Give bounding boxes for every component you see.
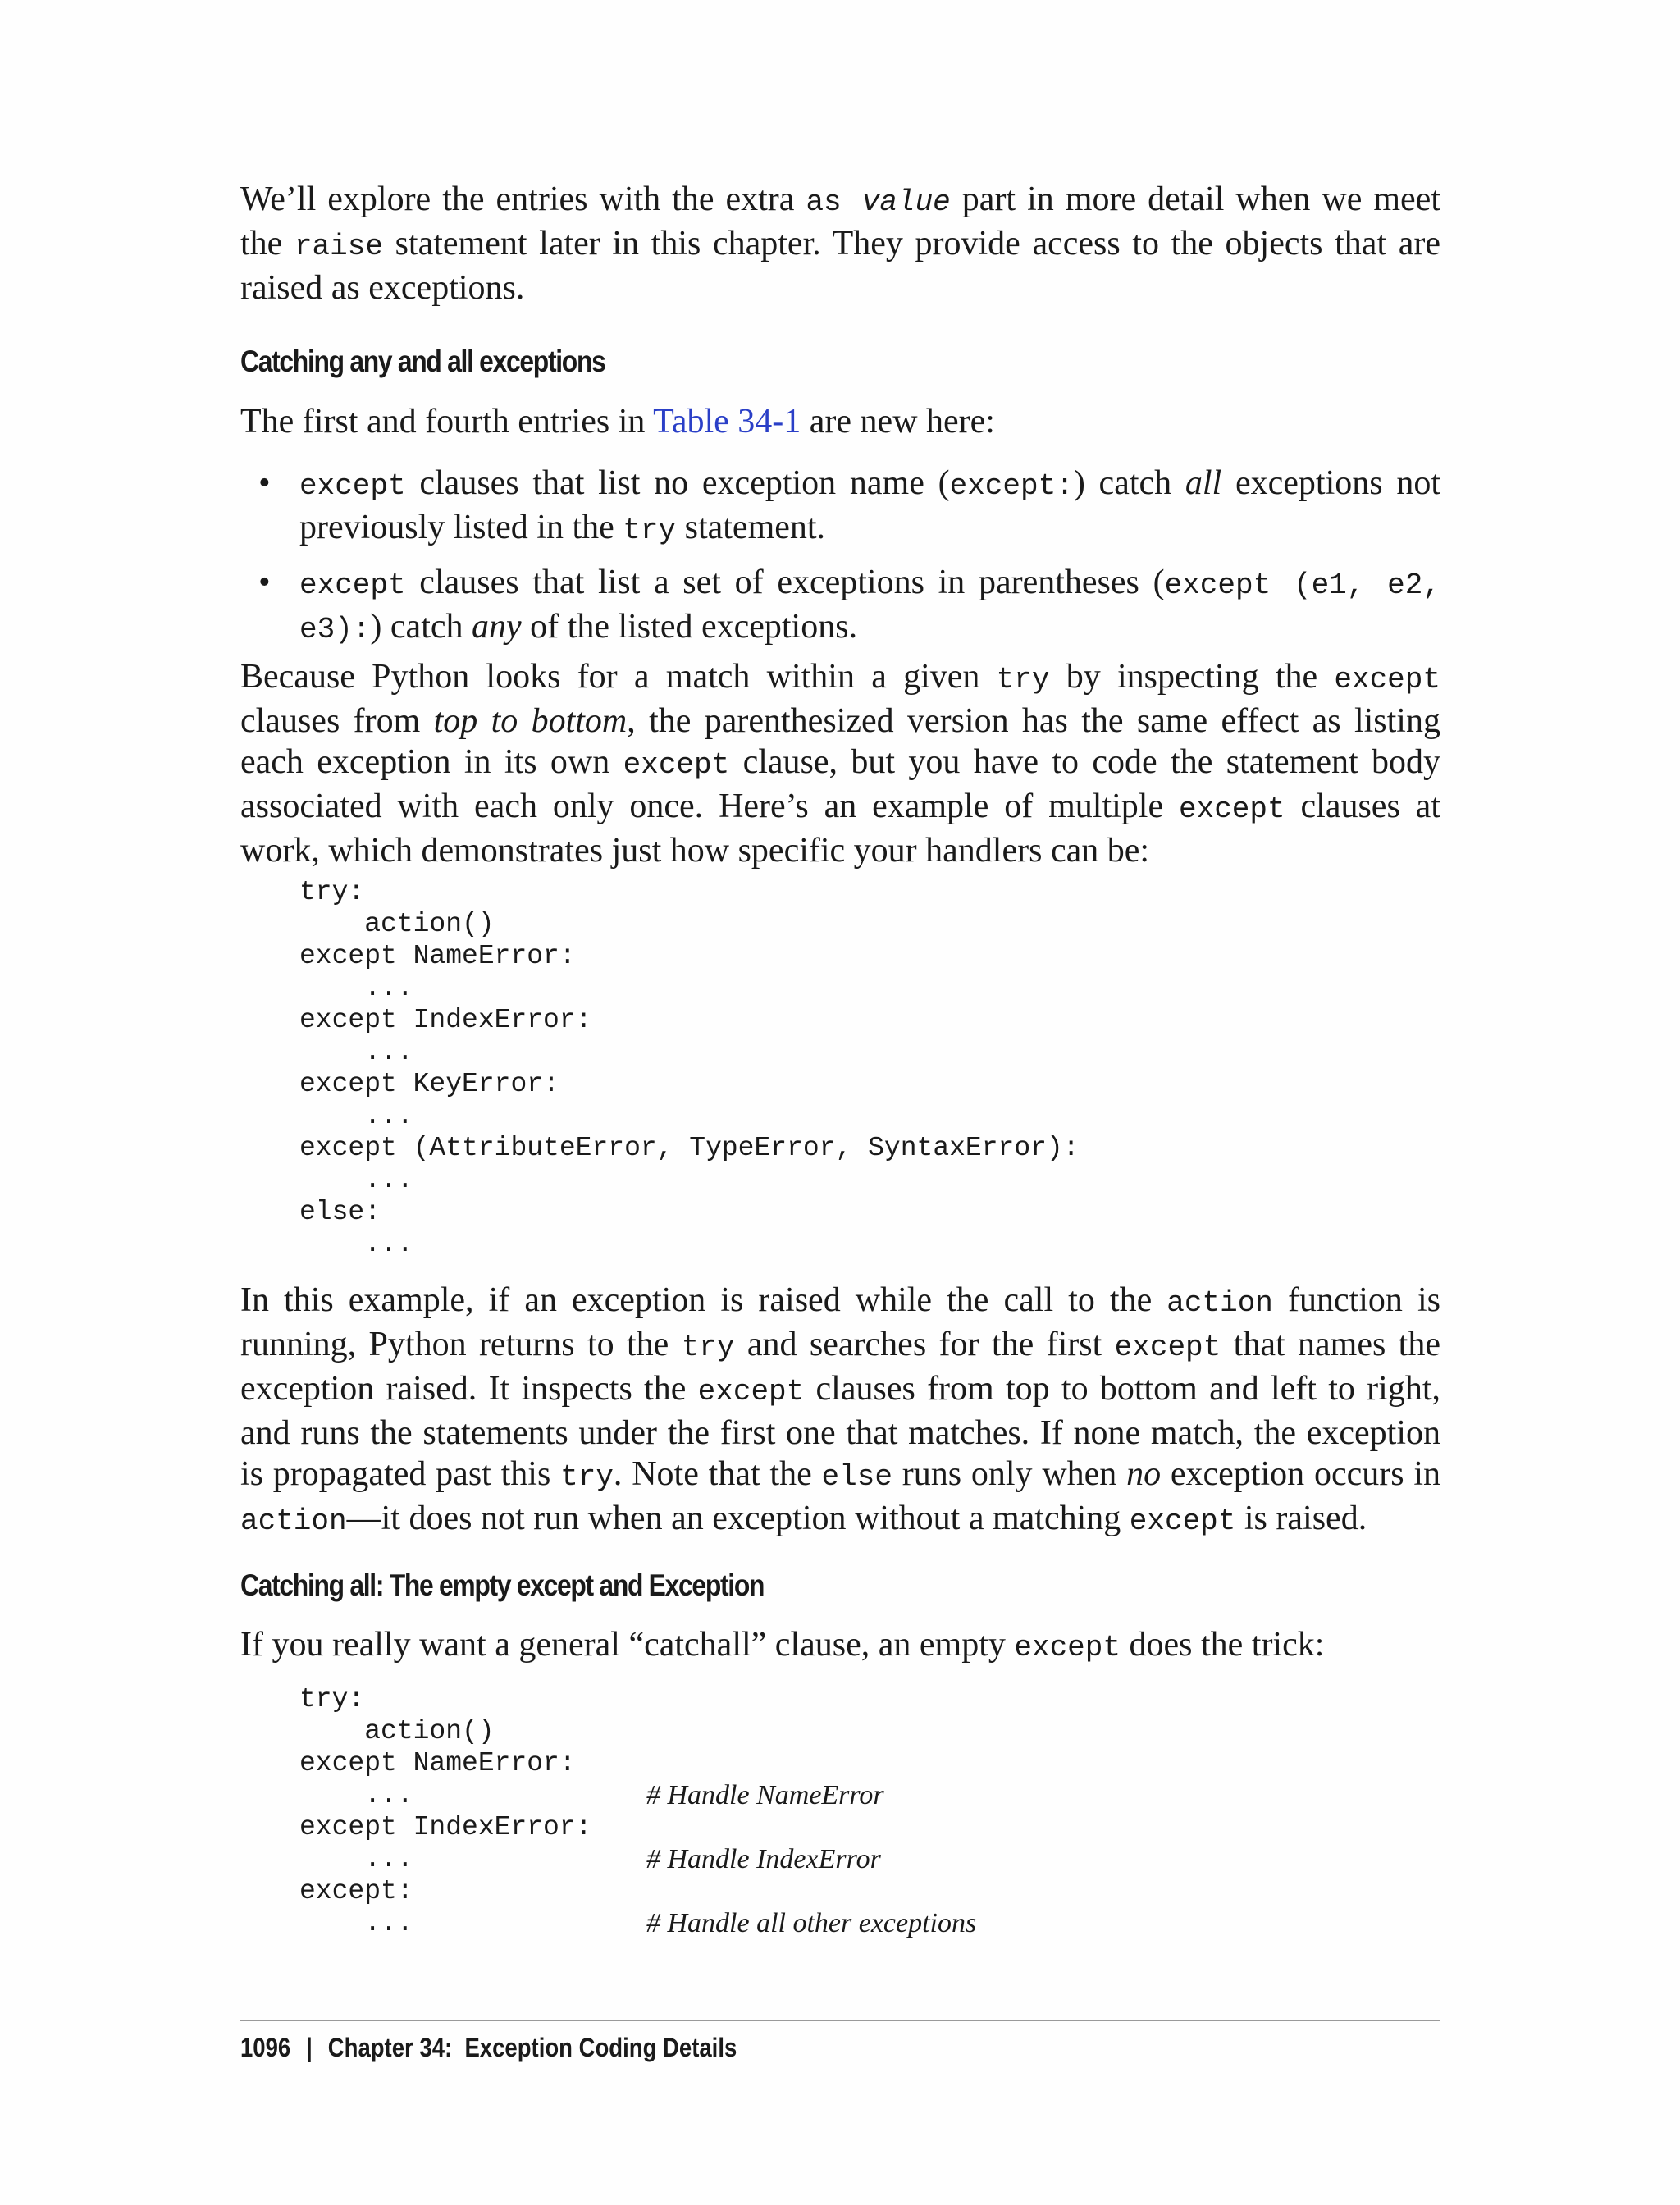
text: clauses from bbox=[240, 702, 434, 740]
text: clauses from top to bottom and left to right, and runs the statements under the first one that matches. If none match, the exception is propagated past this bbox=[240, 1370, 1440, 1493]
paragraph bbox=[240, 1280, 1440, 1542]
text: clauses at work, which demonstrates just how specific your handlers can be: bbox=[240, 788, 1440, 870]
page bbox=[240, 0, 1440, 2205]
code-line: try: bbox=[299, 1684, 365, 1714]
text: is raised. bbox=[1235, 1500, 1367, 1537]
bullet-list bbox=[240, 463, 1440, 651]
code-inline: except bbox=[1179, 792, 1285, 826]
code-comment: # Handle all other exceptions bbox=[646, 1908, 977, 1938]
code-line bbox=[240, 1779, 1440, 1811]
code-inline: action bbox=[240, 1504, 347, 1538]
emphasis: any bbox=[472, 608, 522, 646]
list-item bbox=[240, 562, 1440, 651]
text: . Note that the bbox=[613, 1455, 822, 1493]
table-link[interactable]: Table 34-1 bbox=[653, 403, 801, 441]
code-inline: try bbox=[681, 1331, 735, 1364]
paragraph bbox=[240, 401, 1440, 442]
text: function is running, Python returns to the bbox=[240, 1281, 1441, 1363]
text: are new here: bbox=[801, 403, 995, 441]
text: —it does not run when an exception without a matching bbox=[346, 1500, 1130, 1537]
section-heading: Catching all: The empty except and Exception bbox=[240, 1568, 765, 1602]
code-inline: try bbox=[560, 1460, 614, 1494]
section-heading: Catching any and all exceptions bbox=[240, 345, 605, 378]
text: that names the exception raised. It inspects the bbox=[240, 1326, 1440, 1408]
text: clauses that list no exception name ( bbox=[405, 464, 950, 502]
code-inline: except bbox=[299, 469, 406, 503]
code-inline: try bbox=[996, 663, 1050, 696]
text: ) catch bbox=[370, 608, 472, 646]
code-inline: except: bbox=[949, 469, 1074, 503]
code-inline: except bbox=[299, 568, 406, 602]
code-inline: except bbox=[1014, 1631, 1121, 1664]
text: clauses that list a set of exceptions in parentheses ( bbox=[405, 564, 1165, 601]
text: and searches for the first bbox=[734, 1326, 1115, 1363]
code-inline: value bbox=[861, 185, 951, 219]
list-item bbox=[240, 463, 1440, 551]
emphasis: no bbox=[1126, 1455, 1162, 1493]
text: We’ll explore the entries with the extra bbox=[240, 180, 806, 218]
code-inline: action bbox=[1166, 1286, 1273, 1320]
text: by inspecting the bbox=[1049, 658, 1335, 696]
code-line: except NameError: bbox=[299, 1748, 576, 1778]
text: runs only when bbox=[892, 1455, 1127, 1493]
text: If you really want a general “catchall” clause, an empty bbox=[240, 1626, 1015, 1664]
code-line: except IndexError: bbox=[299, 1812, 592, 1842]
code-inline: try bbox=[623, 514, 677, 547]
text: ) catch bbox=[1073, 464, 1185, 502]
text: does the trick: bbox=[1120, 1626, 1325, 1664]
text: of the listed exceptions. bbox=[521, 608, 858, 646]
chapter-title: Chapter 34: Exception Coding Details bbox=[327, 2033, 737, 2062]
text: clause, but you have to code the statement body associated with each only once. Here’s an example of multiple bbox=[240, 743, 1440, 825]
code-comment: # Handle IndexError bbox=[646, 1844, 881, 1874]
bullet-icon: • bbox=[258, 564, 271, 601]
text: , the parenthesized version has the same effect as listing each exception in its own bbox=[240, 702, 1440, 781]
code-block bbox=[240, 1683, 1440, 1939]
code-inline: except (e1, e2, e3): bbox=[299, 568, 1440, 646]
code-line bbox=[240, 1843, 1440, 1875]
emphasis: all bbox=[1185, 464, 1222, 502]
paragraph bbox=[240, 656, 1440, 871]
code-block: try: action() except NameError: ... except IndexError: ... except KeyError: ... except (AttributeError, TypeError, SyntaxError): ... else: ... bbox=[299, 877, 1080, 1259]
code-text: ... bbox=[299, 1780, 413, 1810]
footer-rule bbox=[240, 2020, 1440, 2021]
intro-paragraph bbox=[240, 179, 1440, 308]
text: statement. bbox=[676, 509, 826, 546]
text: part in more detail when we meet the bbox=[240, 180, 1440, 262]
text: The first and fourth entries in bbox=[240, 403, 654, 441]
code-inline: as bbox=[806, 185, 862, 219]
code-line: except: bbox=[299, 1876, 413, 1906]
text: exceptions not previously listed in the bbox=[299, 464, 1440, 546]
code-comment: # Handle NameError bbox=[646, 1780, 884, 1810]
bullet-icon: • bbox=[258, 464, 271, 502]
text: In this example, if an exception is raised while the call to the bbox=[240, 1281, 1167, 1319]
page-footer bbox=[240, 2033, 737, 2063]
text: Because Python looks for a match within a given bbox=[240, 658, 997, 696]
paragraph bbox=[240, 1624, 1440, 1669]
emphasis: top to bottom bbox=[433, 702, 628, 740]
code-inline: except bbox=[1129, 1504, 1236, 1538]
code-inline: except bbox=[623, 748, 730, 782]
code-inline: except bbox=[1334, 663, 1440, 696]
code-inline: else bbox=[821, 1460, 892, 1494]
text: exception occurs in bbox=[1161, 1455, 1441, 1493]
code-inline: except bbox=[697, 1375, 805, 1408]
code-inline: raise bbox=[294, 230, 383, 263]
code-text: ... bbox=[299, 1844, 413, 1874]
code-line bbox=[240, 1907, 1440, 1939]
code-text: ... bbox=[299, 1908, 413, 1938]
code-line: action() bbox=[299, 1716, 495, 1746]
footer-separator: | bbox=[306, 2033, 313, 2062]
text: statement later in this chapter. They provide access to the objects that are raised as exceptions. bbox=[240, 225, 1441, 307]
code-inline: except bbox=[1114, 1331, 1221, 1364]
page-number: 1096 bbox=[240, 2033, 291, 2062]
